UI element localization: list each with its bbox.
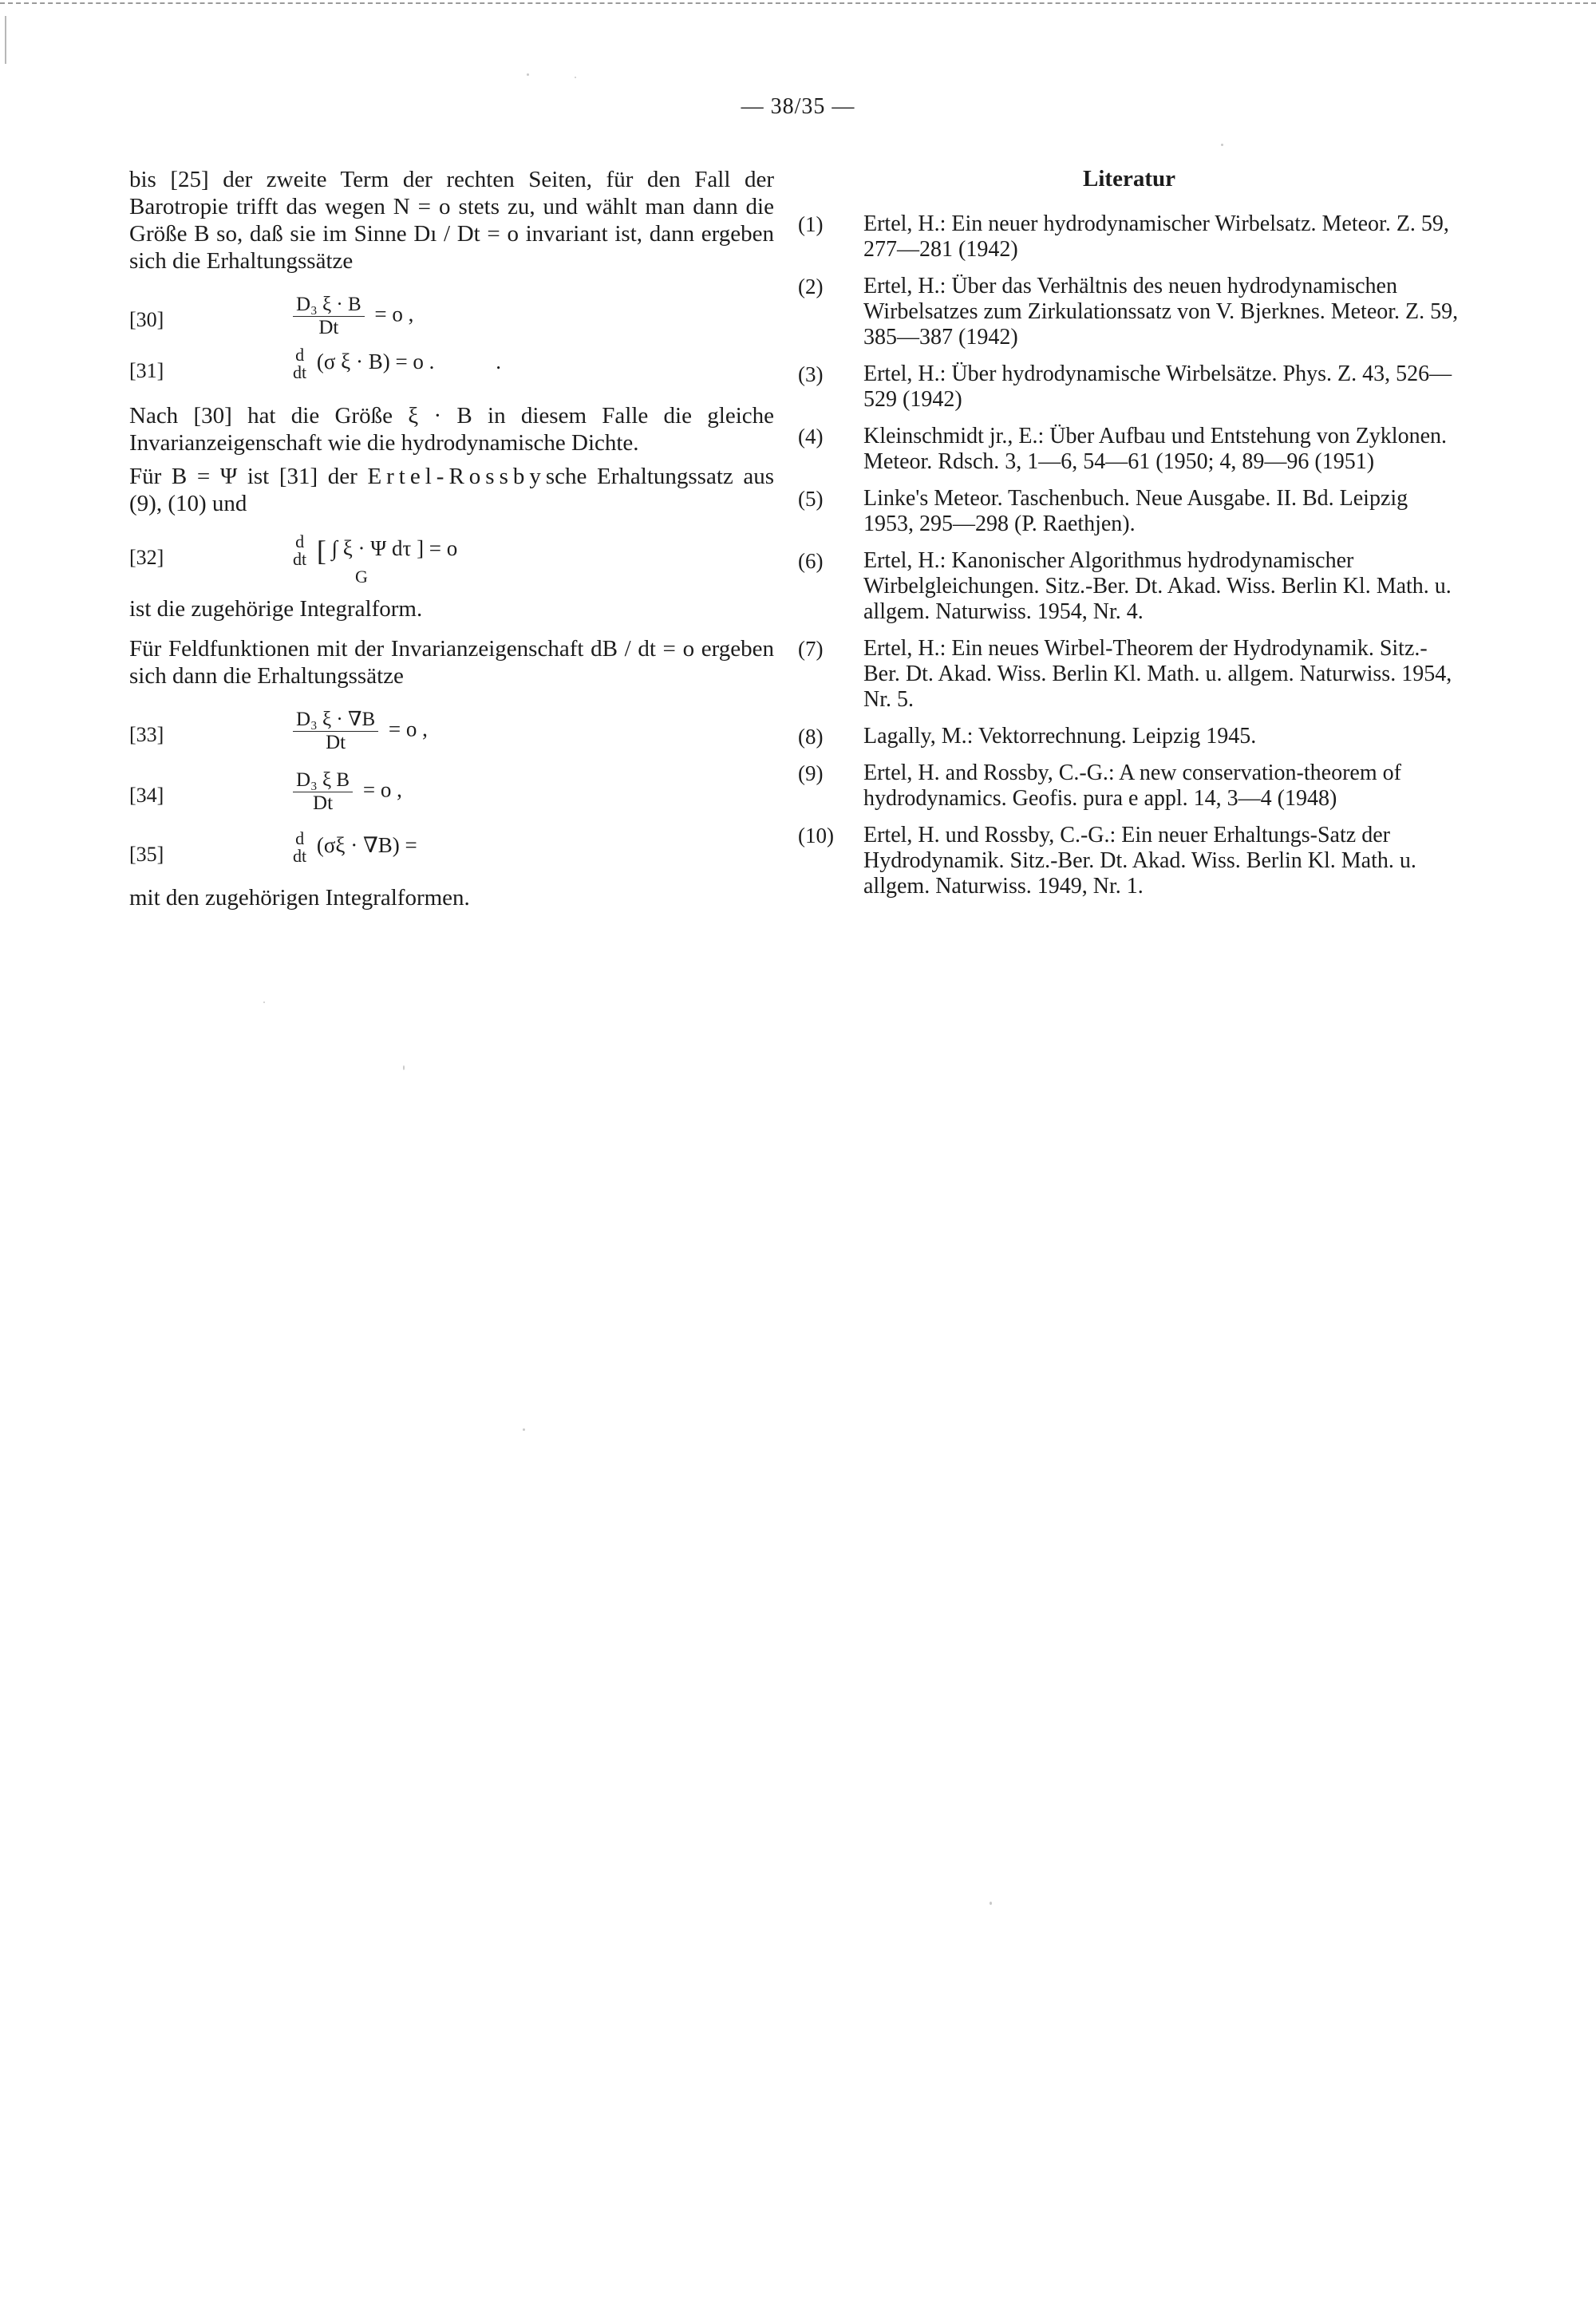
equation-tag: [33] [129,723,164,746]
reference-text: Lagally, M.: Vektorrechnung. Leipzig 1945. [863,724,1257,749]
stray-dot: . [496,350,501,374]
scan-speck [575,77,576,78]
derivative-d: d [295,828,305,848]
equation-34 [129,769,774,819]
reference-number: (8) [798,725,824,749]
author-names: Ertel-Rossby [367,464,546,489]
equation-numerator: D₃ ξ · ∇B [293,709,378,732]
integral-domain: G [355,567,368,587]
reference-item [798,274,1460,350]
equation-body: (σ ξ · B) = o . [316,350,435,374]
scan-speck [523,1428,525,1431]
paragraph-ertel-rossby [129,463,774,517]
equation-body: (σξ · ∇B) = [316,833,417,858]
equation-30 [129,294,774,343]
reference-text: Ertel, H. und Rossby, C.-G.: Ein neuer Erhaltungs-Satz der Hydrodynamik. Sitz.-Ber. Dt. Akad. Wiss. Berlin Kl. Math. u. allgem. Naturwiss. 1949, Nr. 1. [863,823,1416,899]
reference-text: Ertel, H.: Über das Verhältnis des neuen hydrodynamischen Wirbelsatzes zum Zirkulationssatz von V. Bjerknes. Meteor. Z. 59, 385—387 (1942) [863,274,1459,350]
reference-item [798,424,1460,475]
references-heading: Literatur [1083,166,1175,192]
reference-number: (6) [798,549,824,573]
reference-list [798,211,1460,899]
scan-speck [527,73,529,76]
reference-number: (10) [798,824,834,847]
left-column [129,166,774,911]
equation-tag: [35] [129,843,164,866]
scan-speck [263,1001,265,1003]
derivative-d: d [295,345,305,365]
reference-item [798,636,1460,713]
derivative-d: d [295,531,305,551]
paragraph-text: sche Erhaltungssatz aus (9), (10) und [129,464,775,516]
paragraph-field-functions: Für Feldfunktionen mit der Invarianzeigenschaft dB / dt = o ergeben sich dann die Erhaltungssätze [129,636,774,689]
scan-speck [990,1902,992,1905]
reference-text: Ertel, H.: Ein neues Wirbel-Theorem der Hydrodynamik. Sitz.-Ber. Dt. Akad. Wiss. Berlin Kl. Math. u. allgem. Naturwiss. 1954, Nr. 5. [863,636,1452,712]
equation-tag: [34] [129,784,164,807]
equation-rhs: = o , [388,717,428,741]
reference-number: (3) [798,362,824,386]
reference-text: Ertel, H. and Rossby, C.-G.: A new conservation-theorem of hydrodynamics. Geofis. pura e appl. 14, 3—4 (1948) [863,761,1401,811]
derivative-dt: dt [293,846,307,866]
reference-text: Kleinschmidt jr., E.: Über Aufbau und Entstehung von Zyklonen. Meteor. Rdsch. 3, 1—6, 54—61 (1950; 4, 89—96 (1951) [863,424,1448,474]
paragraph-closing: mit den zugehörigen Integralformen. [129,885,470,911]
equation-denominator: Dt [318,317,339,338]
reference-item [798,548,1460,625]
paragraph-size-invariance: Nach [30] hat die Größe ξ · B in diesem Falle die gleiche Invarianzeigenschaft wie die hydrodynamische Dichte. [129,403,774,456]
equation-numerator: D₃ ξ · B [293,294,365,317]
equation-denominator: Dt [313,792,334,814]
equation-body: ∫ ξ · Ψ dτ ] = o [331,536,458,561]
equation-32 [129,531,774,589]
equation-rhs: = o , [362,777,402,802]
equation-denominator: Dt [326,732,346,753]
reference-item [798,211,1460,263]
equation-tag: [32] [129,546,164,569]
references-column [798,166,1460,911]
equation-35 [129,828,774,878]
equation-rhs: = o , [374,302,414,326]
scan-edge-mark [5,16,6,64]
reference-number: (1) [798,212,824,236]
reference-item [798,823,1460,899]
open-bracket: [ [316,535,326,567]
top-edge-line [0,2,1596,4]
reference-text: Ertel, H.: Kanonischer Algorithmus hydrodynamischer Wirbelgleichungen. Sitz.-Ber. Dt. Akad. Wiss. Berlin Kl. Math. u. allgem. Naturwiss. 1954, Nr. 4. [863,548,1452,624]
reference-number: (7) [798,637,824,661]
reference-item [798,486,1460,537]
reference-number: (4) [798,425,824,448]
equation-33 [129,709,774,758]
reference-text: Ertel, H.: Über hydrodynamische Wirbelsätze. Phys. Z. 43, 526—529 (1942) [863,361,1452,412]
derivative-dt: dt [293,549,307,569]
equation-31 [129,345,774,394]
reference-number: (9) [798,761,824,785]
paragraph-integral-form: ist die zugehörige Integralform. [129,596,423,622]
reference-number: (5) [798,487,824,511]
reference-number: (2) [798,275,824,298]
scan-speck [403,1065,405,1070]
reference-item [798,361,1460,413]
scan-speck [1221,144,1223,146]
derivative-dt: dt [293,362,307,382]
reference-text: Ertel, H.: Ein neuer hydrodynamischer Wirbelsatz. Meteor. Z. 59, 277—281 (1942) [863,211,1449,262]
reference-item [798,761,1460,812]
reference-item [798,724,1460,749]
equation-tag: [31] [129,359,164,382]
paragraph-text: Für B = Ψ ist [31] der [129,464,358,489]
reference-text: Linke's Meteor. Taschenbuch. Neue Ausgabe. II. Bd. Leipzig 1953, 295—298 (P. Raethjen). [863,486,1408,536]
paragraph-intro: bis [25] der zweite Term der rechten Seiten, für den Fall der Barotropie trifft das wegen N = o stets zu, und wählt man dann die Größe B so, daß sie im Sinne Dı / Dt = o invariant ist, dann ergeben sich die Erhaltungssätze [129,167,774,274]
equation-tag: [30] [129,308,164,331]
page-number: — 38/35 — [741,94,855,119]
equation-numerator: D₃ ξ B [293,769,353,792]
